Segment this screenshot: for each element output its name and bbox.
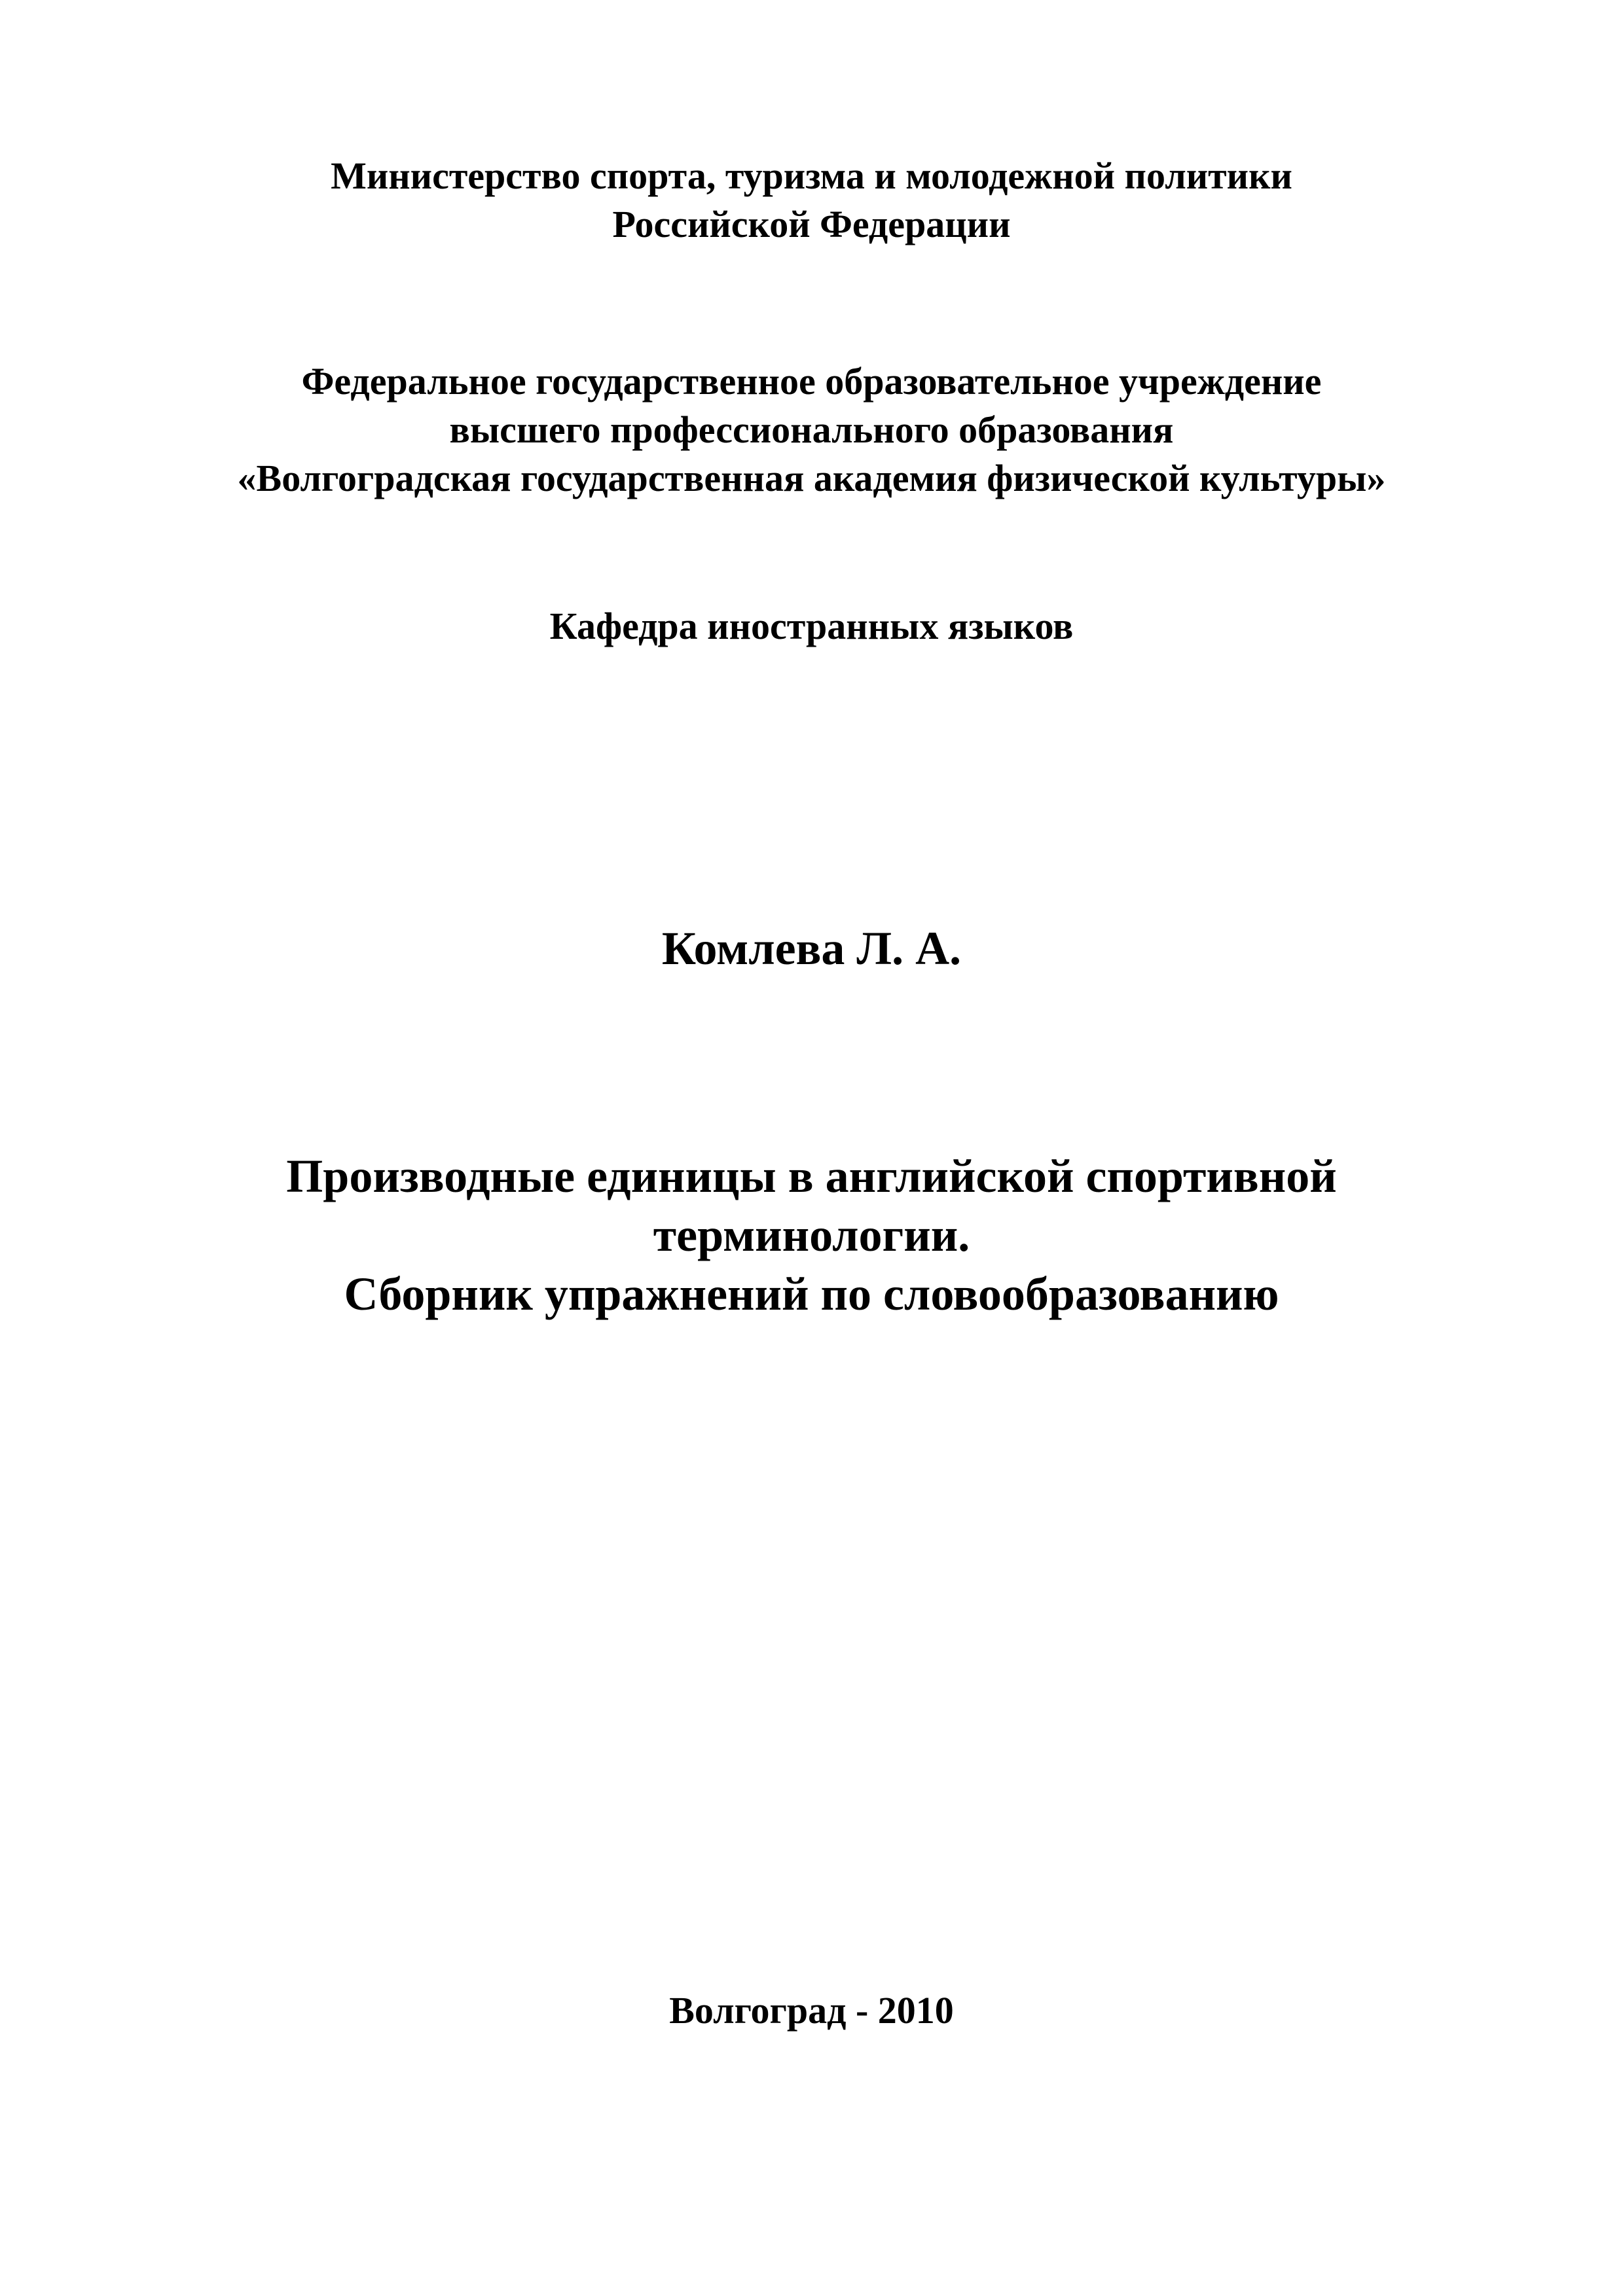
document-title: [0, 1147, 1623, 1323]
place-and-year: [0, 1986, 1623, 2035]
department-line: Кафедра иностранных языков: [549, 605, 1074, 647]
institution-line-3: «Волгоградская государственная академия физической культуры»: [237, 457, 1386, 499]
ministry-header: [0, 152, 1623, 249]
title-line-3: Сборник упражнений по словообразованию: [344, 1268, 1279, 1320]
department-name: [0, 602, 1623, 651]
author-line: Комлева Л. А.: [661, 922, 962, 975]
author-name: [0, 919, 1623, 978]
institution-line-1: Федеральное государственное образовательное учреждение: [301, 360, 1322, 403]
place-year-line: Волгоград - 2010: [669, 1989, 954, 2032]
ministry-line-2: Российской Федерации: [612, 203, 1011, 245]
ministry-line-1: Министерство спорта, туризма и молодежной политики: [331, 154, 1292, 197]
institution-line-2: высшего профессионального образования: [449, 408, 1174, 451]
title-line-1: Производные единицы в английской спортивной: [286, 1150, 1337, 1202]
institution-header: [0, 357, 1623, 503]
title-line-2: терминологии.: [653, 1209, 970, 1261]
